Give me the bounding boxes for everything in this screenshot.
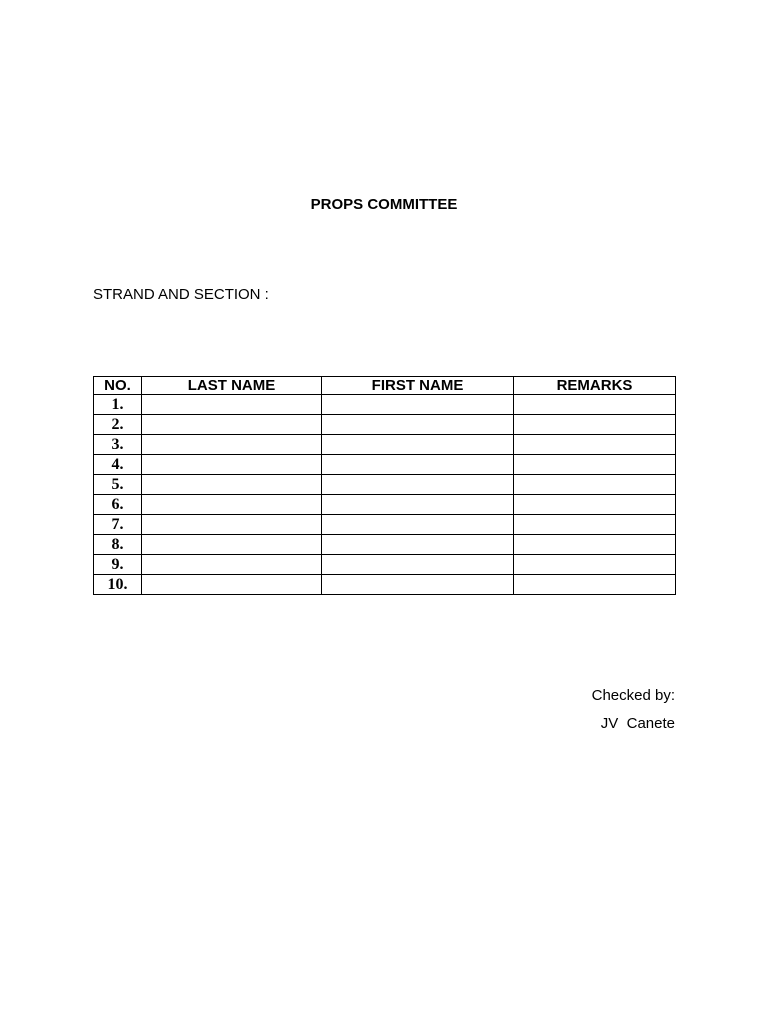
table-row (94, 535, 676, 555)
table-row (94, 475, 676, 495)
remarks-cell (514, 575, 676, 595)
first-name-cell (322, 455, 514, 475)
first-name-cell (322, 495, 514, 515)
table-row (94, 555, 676, 575)
last-name-cell (142, 455, 322, 475)
table-row (94, 395, 676, 415)
remarks-cell (514, 555, 676, 575)
row-number: 5. (94, 475, 142, 495)
first-name-cell (322, 535, 514, 555)
row-number: 7. (94, 515, 142, 535)
remarks-cell (514, 415, 676, 435)
table-row (94, 495, 676, 515)
header-first-name: FIRST NAME (322, 377, 514, 395)
last-name-cell (142, 415, 322, 435)
table-row (94, 455, 676, 475)
table-row (94, 575, 676, 595)
first-name-cell (322, 395, 514, 415)
roster-table (93, 376, 676, 595)
last-name-cell (142, 495, 322, 515)
row-number: 1. (94, 395, 142, 415)
remarks-cell (514, 535, 676, 555)
checked-by-label: Checked by: (591, 687, 675, 704)
last-name-cell (142, 535, 322, 555)
table-header-row (94, 377, 676, 395)
header-no: NO. (94, 377, 142, 395)
row-number: 6. (94, 495, 142, 515)
last-name-cell (142, 475, 322, 495)
table-row (94, 415, 676, 435)
remarks-cell (514, 455, 676, 475)
first-name-cell (322, 475, 514, 495)
last-name-cell (142, 435, 322, 455)
first-name-cell (322, 415, 514, 435)
last-name-cell (142, 395, 322, 415)
checked-by-name: JV Canete (600, 715, 675, 732)
row-number: 10. (94, 575, 142, 595)
first-name-cell (322, 515, 514, 535)
last-name-cell (142, 515, 322, 535)
first-name-cell (322, 575, 514, 595)
strand-section-label: STRAND AND SECTION : (93, 286, 269, 303)
header-last-name: LAST NAME (142, 377, 322, 395)
row-number: 4. (94, 455, 142, 475)
remarks-cell (514, 475, 676, 495)
row-number: 9. (94, 555, 142, 575)
row-number: 2. (94, 415, 142, 435)
last-name-cell (142, 555, 322, 575)
row-number: 3. (94, 435, 142, 455)
row-number: 8. (94, 535, 142, 555)
first-name-cell (322, 435, 514, 455)
table-row (94, 435, 676, 455)
document-title: PROPS COMMITTEE (310, 196, 458, 213)
remarks-cell (514, 435, 676, 455)
remarks-cell (514, 395, 676, 415)
header-remarks: REMARKS (514, 377, 676, 395)
remarks-cell (514, 515, 676, 535)
last-name-cell (142, 575, 322, 595)
remarks-cell (514, 495, 676, 515)
first-name-cell (322, 555, 514, 575)
table-row (94, 515, 676, 535)
